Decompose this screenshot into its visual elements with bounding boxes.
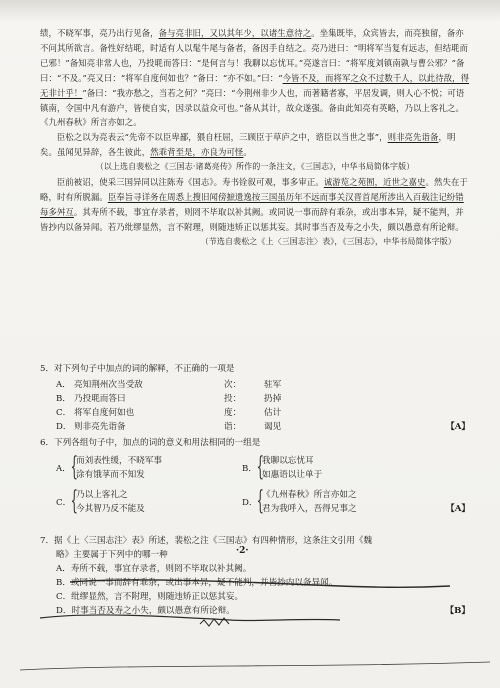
answer-mark: 【B】 <box>445 606 470 616</box>
underlined-text: 备与亮非旧，又以其年少，以诸生意待之 <box>158 28 312 38</box>
option-text: 将军自度何如也 <box>74 408 135 418</box>
option-label: A． <box>56 464 71 474</box>
brace-glyph: { <box>70 486 78 516</box>
answer-mark: 【A】 <box>446 504 470 514</box>
text-run: 臣前被诏，使采三国异同以注陈寿《国志》。寿书铨叙可观，事多审正。 <box>56 177 324 188</box>
text-run: ”备曰：“我亦愁之，当若之何？”亮曰：“今荆州非少人也，而著籍者寡，平居发调，则人心不悦；可语镇南，令国中凡有游户，皆使自实，因录以益众可也。”备从其计，故众遂强。备由此知亮有英略，乃以上客礼之。《九州春秋》所言亦如之。 <box>40 87 465 128</box>
question-6-stem: 6．下列各组句子中，加点的词的意义和用法相同的一组是 <box>40 438 261 448</box>
option-word: 次： <box>224 380 242 390</box>
option-label: B． <box>56 394 71 404</box>
option-text: 则非亮先诣备 <box>74 422 126 432</box>
underlined-text: 臣奉旨寻详务在周悉上搜旧闻傍摭遗逸按三国虽历年不远而事关汉晋首尾所涉出入百载注记纷错每多舛互 <box>40 191 464 217</box>
option-line: 君为我呼入，吾得兄事之 <box>262 504 357 514</box>
option-label: A． <box>56 380 71 390</box>
option-meaning: 估计 <box>264 408 282 418</box>
option-label: B． <box>56 578 71 588</box>
page-number: ·2· <box>236 546 249 556</box>
question-5-stem: 5．对下列句子中加点的词的解释，不正确的一项是 <box>40 364 235 374</box>
question-7-stem-line-2: 略》主要属于下列中的哪一种 <box>56 550 168 560</box>
text-run: 绩，不晓军事，亮乃出行见备， <box>40 28 159 38</box>
text-run: ，明矣。虽闻见异辞，各生彼此， <box>40 132 456 158</box>
answer-mark: 【A】 <box>446 422 470 432</box>
passage <box>40 26 470 250</box>
answer-mark <box>440 406 470 420</box>
option-text: 或同说一事而辞有乖杂，或出事本异，疑不能判，并皆抄内以备异闻。 <box>70 578 338 588</box>
option-text: 纰缪显然，言不附理，则随违矫正以惩其妄。 <box>71 592 244 602</box>
option-label: C． <box>56 408 72 418</box>
option-line: 涂有饿莩而不知发 <box>76 470 145 480</box>
text-run: 。其寿所不载，事宜存录者，则罔不毕取以补其阙。或同说一事而辞有乖杂，或出事本异，疑不能判，并皆抄内以备异闻。若乃纰缪显然，言不附理，则随违矫正以惩其妄。其时事当否及寿之小失，颇以愚意有所论辩。 <box>40 206 464 232</box>
brace-glyph: { <box>256 486 264 516</box>
option-a <box>56 454 216 484</box>
question-6-options <box>56 452 470 534</box>
text-run: 。坐集既毕，众宾皆去，而亮独留，备亦不问其所欲言。备性好结毦，时适有人以髦牛尾与备者，备因手自结之。亮乃进曰：“明将军当复有远志，但结毦而已邪！”备知亮非常人也，乃投毦而答曰：“是何言与！我聊以忘忧耳。”亮遂言曰：“将军度刘镇南孰与曹公邪？”备曰：“不及。”亮又曰：“将军自度何如也？”备曰：“亦不如。”曰：“ <box>40 28 469 83</box>
pen-scribble-marks <box>0 560 500 688</box>
option-line: 《九州春秋》所言亦如之 <box>262 490 357 500</box>
option-b <box>242 454 402 484</box>
option-text: 寿所不载，事宜存录者，则罔不毕取以补其阙。 <box>70 564 252 574</box>
question-7-stem-line-1: 7．据《上〈三国志注〉表》所述，裴松之注《三国志》有四种情形，这条注文引用《魏 <box>40 536 373 546</box>
scan-top-shadow <box>0 0 500 22</box>
option-text: 时事当否及寿之小失，颇以愚意有所论辩。 <box>71 606 235 616</box>
underlined-text: 诚游览之苑囿，近世之嘉史 <box>323 177 426 188</box>
option-word: 诣： <box>224 422 242 432</box>
option-label: C． <box>56 498 72 508</box>
option-word: 度： <box>224 408 242 418</box>
source-note-1: （以上选自裴松之《三国志·诸葛亮传》所作的一条注文，《三国志》，中华书局简体字版） <box>95 162 415 172</box>
option-line: 今其智乃反不能及 <box>76 504 145 514</box>
text-run: 。 <box>243 147 252 158</box>
option-c <box>56 488 216 518</box>
option-meaning: 扔掉 <box>264 394 282 404</box>
option-label: B． <box>242 464 257 474</box>
option-line: 乃以上客礼之 <box>76 490 128 500</box>
passage-paragraph-2 <box>40 130 470 160</box>
option-label: D． <box>242 498 258 508</box>
option-label: D． <box>56 422 72 432</box>
underlined-text: 然乖背至是，亦良为可怪 <box>150 147 244 158</box>
text-run: 。然失在于略，时有所脱漏。 <box>40 177 468 202</box>
option-meaning: 驻军 <box>264 380 282 390</box>
option-label: C． <box>56 592 72 602</box>
option-label: D． <box>56 606 72 616</box>
brace-glyph: { <box>70 452 78 482</box>
option-text: 乃投毦而答曰 <box>74 394 126 404</box>
source-note-2: （节选自裴松之《上〈三国志注〉表》，《三国志》，中华书局简体字版） <box>200 236 456 246</box>
option-line: 如惠语以让单于 <box>262 470 323 480</box>
option-text: 亮知荆州次当受敌 <box>74 380 143 390</box>
brace-glyph: { <box>256 452 264 482</box>
answer-mark <box>440 392 470 406</box>
answer-mark <box>440 378 470 392</box>
option-line: 我聊以忘忧耳 <box>262 456 314 466</box>
underlined-text: 今皆不及，而将军之众不过数千人，以此待敌，得无非计乎！ <box>40 72 470 98</box>
option-meaning: 谒见 <box>264 422 282 432</box>
passage-paragraph-3 <box>40 175 470 235</box>
option-label: A． <box>56 564 71 574</box>
option-line: 而刘表性缓，不晓军事 <box>76 456 162 466</box>
underlined-text: 则非亮先诣备 <box>387 132 439 143</box>
option-word: 投： <box>224 394 242 404</box>
text-run: 臣松之以为亮表云“先帝不以臣卑鄙，猥自枉屈，三顾臣于草庐之中，谘臣以当世之事”， <box>56 132 388 143</box>
question-5-options <box>56 378 470 434</box>
passage-paragraph-1 <box>40 26 470 130</box>
option-d <box>242 488 402 518</box>
